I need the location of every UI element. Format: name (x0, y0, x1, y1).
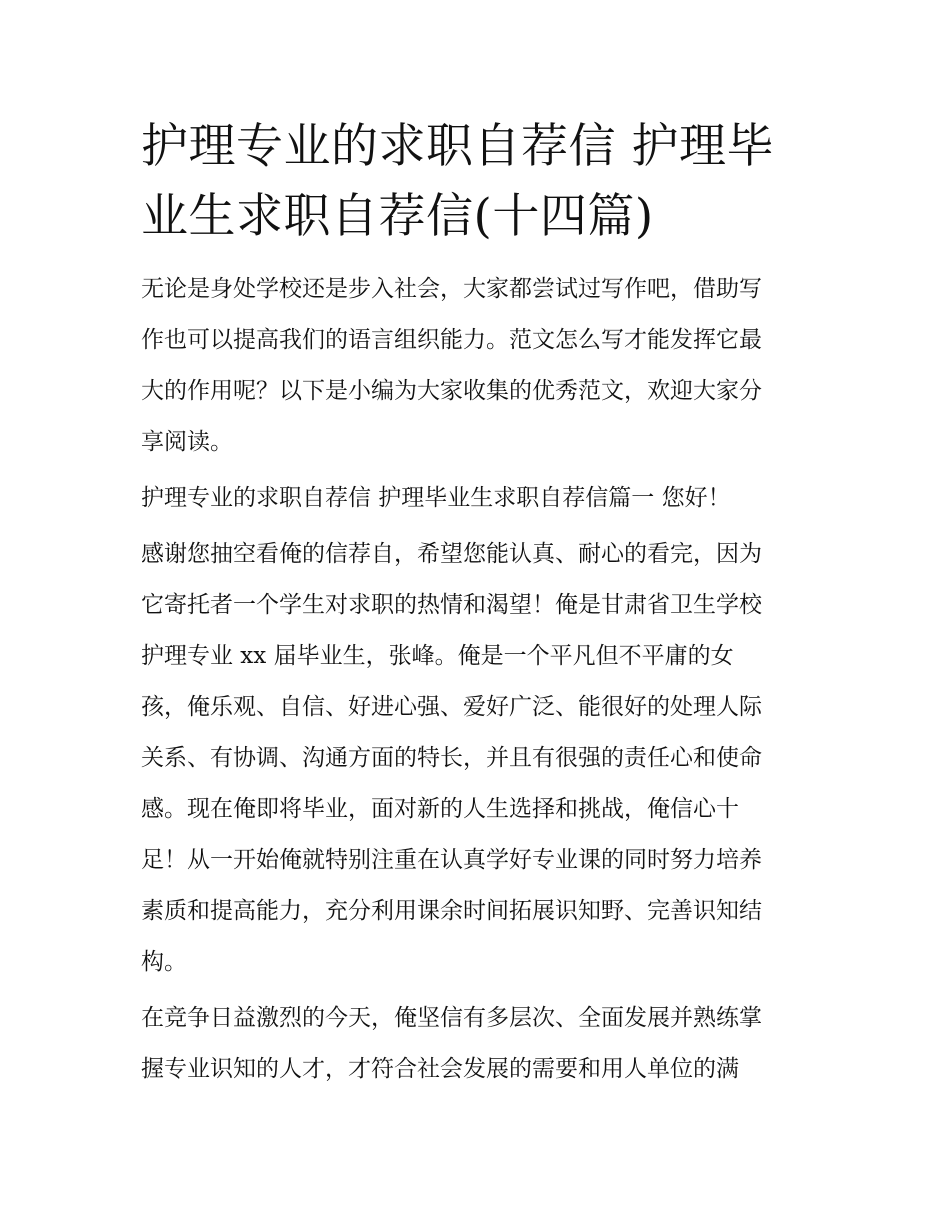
text-line: 关系、有协调、沟通方面的特长，并且有很强的责任心和使命 (141, 745, 762, 771)
document-body (141, 264, 817, 1095)
text-line: 享阅读。 (141, 429, 233, 455)
text-line: 作也可以提高我们的语言组织能力。范文怎么写才能发挥它最 (141, 327, 762, 353)
text-line: 足！从一开始俺就特别注重在认真学好专业课的同时努力培养 (141, 847, 762, 873)
document-title (141, 112, 817, 252)
text-line: 护理专业 xx 届毕业生，张峰。俺是一个平凡但不平庸的女 (141, 643, 734, 669)
text-line: 护理专业的求职自荐信 护理毕业生求职自荐信篇一 您好！ (141, 485, 731, 511)
text-line: 感谢您抽空看俺的信荐自，希望您能认真、耐心的看完，因为 (141, 541, 762, 567)
text-line: 构。 (141, 949, 187, 975)
text-line: 感。现在俺即将毕业，面对新的人生选择和挑战，俺信心十 (141, 796, 739, 822)
text-line: 大的作用呢？以下是小编为大家收集的优秀范文，欢迎大家分 (141, 378, 762, 404)
intro-paragraph (141, 264, 817, 468)
text-line: 它寄托者一个学生对求职的热情和渴望！俺是甘肃省卫生学校 (141, 592, 762, 618)
text-line: 无论是身处学校还是步入社会，大家都尝试过写作吧，借助写 (141, 276, 762, 302)
document-page (141, 112, 817, 1100)
text-line: 在竞争日益激烈的今天，俺坚信有多层次、全面发展并熟练掌 (141, 1005, 762, 1031)
title-line: 护理专业的求职自荐信 护理毕 (141, 119, 774, 174)
text-line: 素质和提高能力，充分利用课余时间拓展识知野、完善识知结 (141, 898, 762, 924)
section-heading-paragraph (141, 473, 817, 524)
title-line: 业生求职自荐信(十四篇) (141, 189, 654, 244)
text-line: 握专业识知的人才，才符合社会发展的需要和用人单位的满 (141, 1056, 739, 1082)
text-line: 孩，俺乐观、自信、好进心强、爱好广泛、能很好的处理人际 (141, 694, 762, 720)
body-paragraph (141, 993, 817, 1095)
body-paragraph (141, 529, 817, 988)
